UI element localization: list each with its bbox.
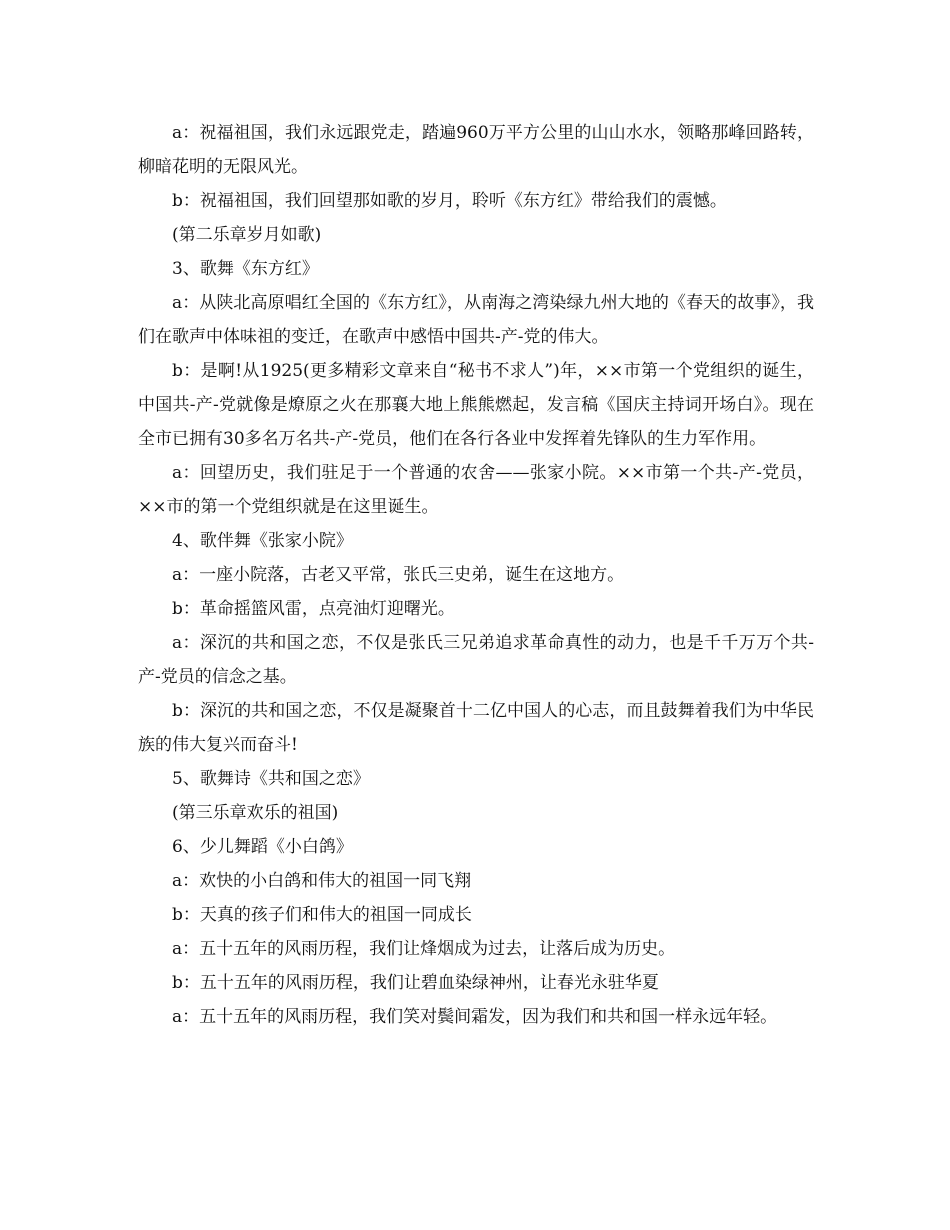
paragraph-8: 4、歌伴舞《张家小院》 [172, 531, 353, 551]
paragraph-20: a：五十五年的风雨历程，我们笑对鬓间霜发，因为我们和共和国一样永远年轻。 [172, 1007, 778, 1027]
paragraph-3: (第二乐章岁月如歌) [172, 225, 322, 245]
paragraph-10: b：革命摇篮风雷，点亮油灯迎曙光。 [172, 599, 455, 619]
paragraph-14: (第三乐章欢乐的祖国) [172, 803, 339, 823]
paragraph-12: b：深沉的共和国之恋，不仅是凝聚首十二亿中国人的心志，而且鼓舞着我们为中华民族的伟大复兴而奋斗! [138, 701, 814, 755]
paragraph-5: a：从陕北高原唱红全国的《东方红》，从南海之湾染绿九州大地的《春天的故事》，我们在歌声中体味祖的变迁，在歌声中感悟中国共-产-党的伟大。 [138, 293, 814, 347]
paragraph-6: b：是啊!从1925(更多精彩文章来自“秘书不求人”)年，××市第一个党组织的诞生，中国共-产-党就像是燎原之火在那襄大地上熊熊燃起，发言稿《国庆主持词开场白》。现在全市已拥有30多名万名共-产-党员，他们在各行各业中发挥着先锋队的生力军作用。 [138, 361, 814, 449]
paragraph-18: a：五十五年的风雨历程，我们让烽烟成为过去，让落后成为历史。 [172, 939, 676, 959]
paragraph-1: a：祝福祖国，我们永远跟党走，踏遍960万平方公里的山山水水，领略那峰回路转，柳暗花明的无限风光。 [138, 123, 814, 177]
paragraph-16: a：欢快的小白鸽和伟大的祖国一同飞翔 [172, 871, 472, 891]
paragraph-9: a：一座小院落，古老又平常，张氏三史弟，诞生在这地方。 [172, 565, 625, 585]
paragraph-15: 6、少儿舞蹈《小白鸽》 [172, 837, 353, 857]
paragraph-4: 3、歌舞《东方红》 [172, 259, 319, 279]
document-body [138, 116, 814, 1034]
paragraph-7: a：回望历史，我们驻足于一个普通的农舍——张家小院。××市第一个共-产-党员，××市的第一个党组织就是在这里诞生。 [138, 463, 814, 517]
paragraph-19: b：五十五年的风雨历程，我们让碧血染绿神州，让春光永驻华夏 [172, 973, 659, 993]
paragraph-17: b：天真的孩子们和伟大的祖国一同成长 [172, 905, 472, 925]
paragraph-11: a：深沉的共和国之恋，不仅是张氏三兄弟追求革命真性的动力，也是千千万万个共-产-党员的信念之基。 [138, 633, 814, 687]
paragraph-2: b：祝福祖国，我们回望那如歌的岁月，聆听《东方红》带给我们的震憾。 [172, 191, 727, 211]
paragraph-13: 5、歌舞诗《共和国之恋》 [172, 769, 370, 789]
